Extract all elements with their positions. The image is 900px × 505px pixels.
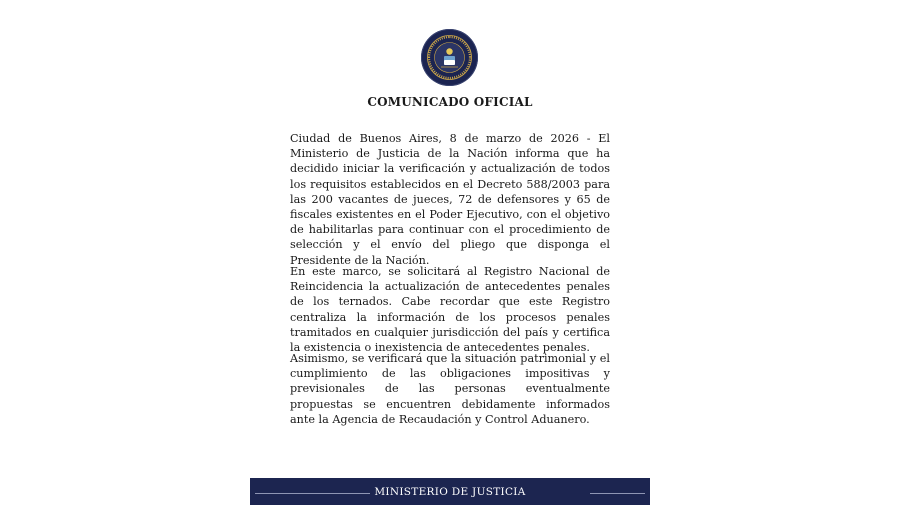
page-title: COMUNICADO OFICIAL xyxy=(367,95,533,109)
paragraph-registry: En este marco, se solicitará al Registro Nacional de Reincidencia la actualización de antecedentes penales de los ternados. Cabe recordar que este Registro centraliza la información de los procesos penales tramitados en cualquier jurisdicción del país y certifica la existencia o inexistencia de antecedentes penales. xyxy=(290,265,610,355)
footer-label: MINISTERIO DE JUSTICIA xyxy=(374,486,526,498)
ministry-seal-icon xyxy=(421,29,478,86)
paragraph-verification: Asimismo, se verificará que la situación patrimonial y el cumplimiento de las obligaciones impositivas y previsionales de las personas eventualmente propuestas se encuentren debidamente informados ante la Agencia de Recaudación y Control Aduanero. xyxy=(290,352,610,426)
footer-divider-right xyxy=(590,493,645,494)
paragraph-announcement: Ciudad de Buenos Aires, 8 de marzo de 2026 - El Ministerio de Justicia de la Nación informa que ha decidido iniciar la verificación y actualización de todos los requisitos establecidos en el Decreto 588/2003 para las 200 vacantes de jueces, 72 de defensores y 65 de fiscales existentes en el Poder Ejecutivo, con el objetivo de habilitarlas para continuar con el procedimiento de selección y el envío del pliego que disponga el Presidente de la Nación. xyxy=(290,132,610,267)
footer-banner xyxy=(250,478,650,505)
